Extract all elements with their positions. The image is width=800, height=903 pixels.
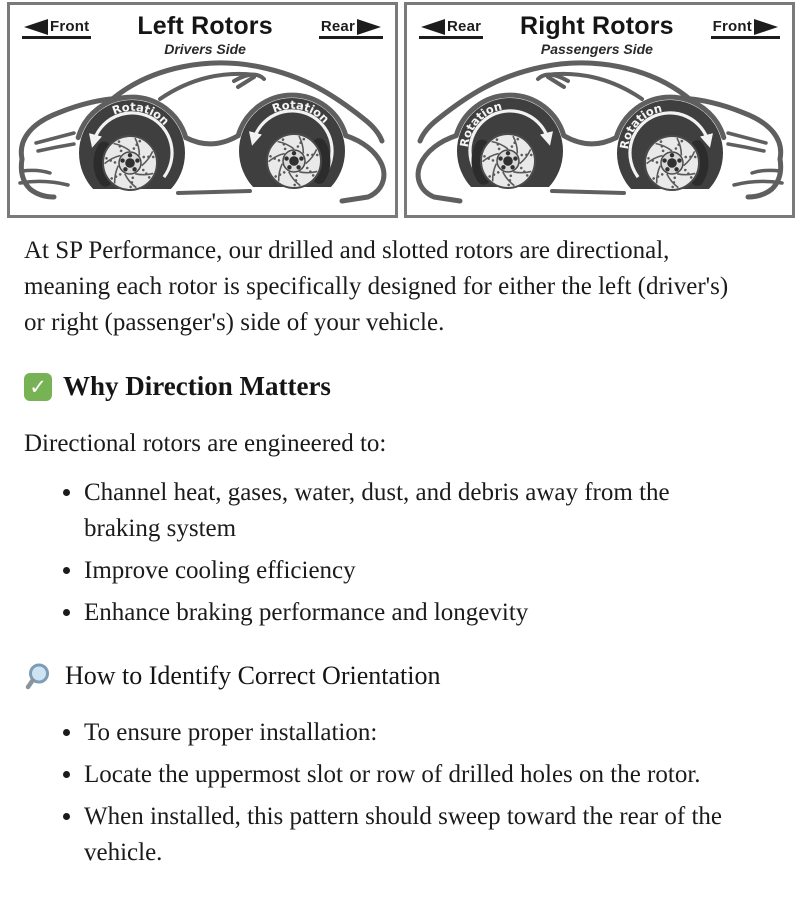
right-rotors-panel — [404, 2, 795, 218]
why-lead-text: Directional rotors are engineered to: — [24, 430, 387, 457]
bullet-item: • Enhance braking performance and longevity — [84, 595, 739, 631]
left-car-illustration — [10, 49, 395, 215]
bullet-item: • To ensure proper installation: — [84, 715, 774, 751]
bullet-item: • Channel heat, gases, water, dust, and debris away from the braking system — [84, 475, 739, 547]
left-arrow-icon — [24, 19, 48, 35]
direction-text: Front — [50, 18, 90, 35]
intro-paragraph: At SP Performance, our drilled and slotted rotors are directional, meaning each rotor is specifically designed for either the left (driver's) or right (passenger's) side of your vehicle. — [24, 237, 729, 336]
panel-title: Left Rotors — [137, 12, 273, 40]
section-title: Why Direction Matters — [63, 371, 331, 401]
how-to-heading — [24, 661, 774, 691]
rear-direction-label — [319, 18, 383, 39]
how-bullet-list — [24, 715, 774, 871]
why-bullet-list — [24, 475, 774, 631]
rear-direction-label — [419, 18, 483, 39]
front-direction-label — [22, 18, 91, 39]
bullet-item: • Locate the uppermost slot or row of drilled holes on the rotor. — [84, 757, 774, 793]
front-direction-label — [711, 18, 780, 39]
magnifier-icon — [24, 661, 54, 691]
direction-text: Front — [712, 18, 752, 35]
article-body — [0, 233, 800, 903]
left-arrow-icon — [421, 19, 445, 35]
bullet-item: • Improve cooling efficiency — [84, 553, 739, 589]
right-arrow-icon — [357, 19, 381, 35]
section-title: How to Identify Correct Orientation — [65, 661, 441, 690]
direction-text: Rear — [320, 18, 355, 35]
bullet-item: • When installed, this pattern should sweep toward the rear of the vehicle. — [84, 799, 774, 871]
check-icon: ✓ — [24, 373, 52, 401]
left-rotors-panel — [7, 2, 398, 218]
right-car-illustration — [407, 49, 792, 215]
rotor-direction-diagram — [0, 0, 800, 218]
right-arrow-icon — [754, 19, 778, 35]
panel-title: Right Rotors — [520, 12, 674, 40]
panel-subtitle: Drivers Side — [164, 41, 246, 57]
panel-subtitle: Passengers Side — [540, 41, 653, 57]
why-direction-heading — [24, 371, 774, 402]
direction-text: Rear — [447, 18, 482, 35]
